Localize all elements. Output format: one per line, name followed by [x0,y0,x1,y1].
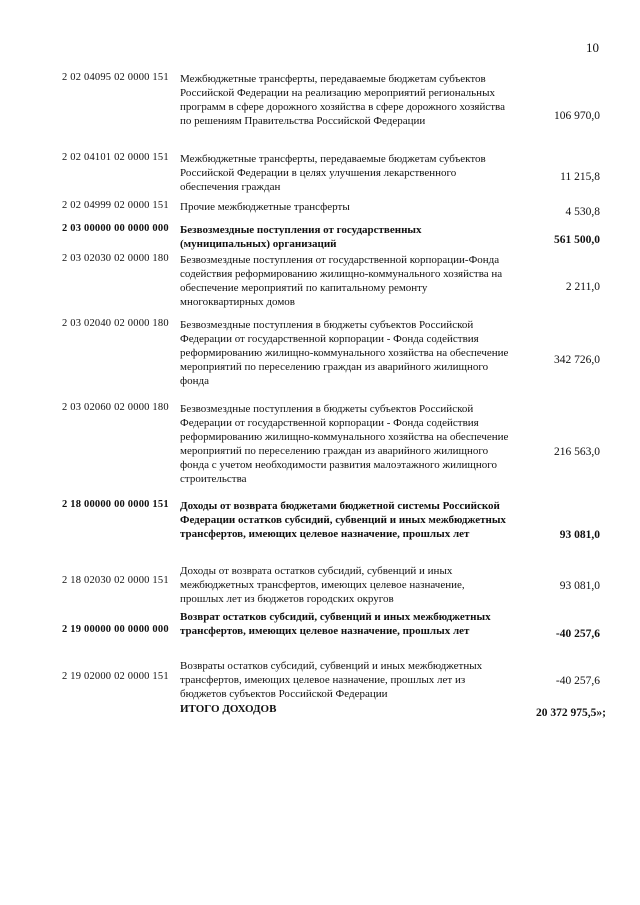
row-description: Безвозмездные поступления в бюджеты субъектов Российской Федерации от государственной корпорации - Фонда содействия реформированию жилищно-коммунального хозяйства на обеспечение мероприятий по переселению граждан из аварийного жилищного фонда [180,319,509,387]
row-code: 2 02 04101 02 0000 151 [62,152,169,163]
row-amount: -40 257,6 [555,675,600,687]
row-code: 2 19 00000 00 0000 000 [62,624,169,635]
row-description: Возврат остатков субсидий, субвенций и иных межбюджетных трансфертов, имеющих целевое назначение, прошлых лет [180,611,491,637]
row-amount: 561 500,0 [554,234,600,246]
row-amount: 216 563,0 [554,446,600,458]
row-amount: -40 257,6 [555,628,600,640]
total-label: ИТОГО ДОХОДОВ [180,703,277,715]
row-amount: 11 215,8 [560,171,600,183]
row-description: Прочие межбюджетные трансферты [180,201,350,213]
row-code: 2 02 04999 02 0000 151 [62,200,169,211]
row-amount: 2 211,0 [565,281,600,293]
row-amount: 342 726,0 [554,354,600,366]
row-amount: 93 081,0 [559,580,600,592]
row-description: Доходы от возврата остатков субсидий, субвенций и иных межбюджетных трансфертов, имеющих целевое назначение, прошлых лет из бюджетов городских округов [180,565,465,605]
row-description: Доходы от возврата бюджетами бюджетной системы Российской Федерации остатков субсидий, субвенций и иных межбюджетных трансфертов, имеющих целевое назначение, прошлых лет [180,500,506,540]
row-description: Безвозмездные поступления от государственных (муниципальных) организаций [180,224,422,250]
row-description: Безвозмездные поступления в бюджеты субъектов Российской Федерации от государственной корпорации - Фонда содействия реформированию жилищно-коммунального хозяйства на обеспечение мероприятий по переселению граждан из аварийного жилищного фонда с учетом необходимости развития малоэтажного жилищного строительства [180,403,509,485]
row-code: 2 18 00000 00 0000 151 [62,499,169,510]
row-description: Межбюджетные трансферты, передаваемые бюджетам субъектов Российской Федерации на реализацию мероприятий региональных программ в сфере дорожного хозяйства в сфере дорожного хозяйства по решениям Правительства Российской Федерации [180,73,505,127]
row-code: 2 03 02040 02 0000 180 [62,318,169,329]
row-code: 2 03 00000 00 0000 000 [62,223,169,234]
row-code: 2 02 04095 02 0000 151 [62,72,169,83]
row-code: 2 03 02060 02 0000 180 [62,402,169,413]
row-description: Межбюджетные трансферты, передаваемые бюджетам субъектов Российской Федерации в целях улучшения лекарственного обеспечения граждан [180,153,486,193]
row-description: Безвозмездные поступления от государственной корпорации-Фонда содействия реформированию жилищно-коммунального хозяйства на обеспечение мероприятий по капитальному ремонту многоквартирных домов [180,254,503,308]
row-code: 2 18 02030 02 0000 151 [62,575,169,586]
row-code: 2 19 02000 02 0000 151 [62,671,169,682]
page-number: 10 [586,40,599,55]
row-amount: 93 081,0 [559,529,600,541]
row-code: 2 03 02030 02 0000 180 [62,253,169,264]
total-amount: 20 372 975,5»; [536,707,606,719]
row-amount: 106 970,0 [554,110,600,122]
row-amount: 4 530,8 [565,206,600,218]
row-description: Возвраты остатков субсидий, субвенций и иных межбюджетных трансфертов, имеющих целевое назначение, прошлых лет из бюджетов субъектов Российской Федерации [180,660,483,700]
